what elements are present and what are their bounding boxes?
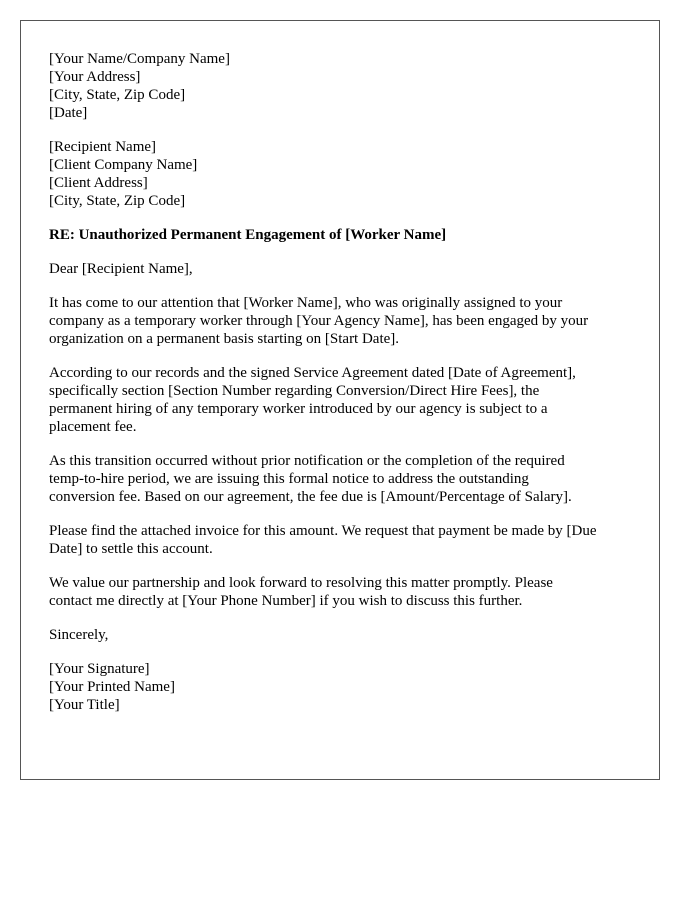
paragraph-line: contact me directly at [Your Phone Number] if you wish to discuss this further. — [49, 593, 523, 609]
sender-name: [Your Name/Company Name] — [49, 51, 230, 67]
recipient-name: [Recipient Name] — [49, 139, 157, 155]
paragraph-line: company as a temporary worker through [Your Agency Name], has been engaged by your — [49, 313, 589, 329]
paragraph-partnership — [49, 574, 649, 610]
sender-city-state-zip: [City, State, Zip Code] — [49, 87, 186, 103]
recipient-address-block — [49, 138, 649, 210]
paragraph-invoice — [49, 522, 649, 558]
paragraph-line: temp-to-hire period, we are issuing this formal notice to address the outstanding — [49, 471, 529, 487]
paragraph-line: We value our partnership and look forward to resolving this matter promptly. Please — [49, 575, 553, 591]
sender-address-block — [49, 50, 649, 122]
closing: Sincerely, — [49, 627, 109, 643]
signature-line: [Your Signature] — [49, 661, 150, 677]
paragraph-line: conversion fee. Based on our agreement, the fee due is [Amount/Percentage of Salary]. — [49, 489, 572, 505]
salutation: Dear [Recipient Name], — [49, 261, 193, 277]
sender-address: [Your Address] — [49, 69, 141, 85]
recipient-company: [Client Company Name] — [49, 157, 198, 173]
paragraph-line: It has come to our attention that [Worker Name], who was originally assigned to your — [49, 295, 563, 311]
paragraph-line: organization on a permanent basis starting on [Start Date]. — [49, 331, 400, 347]
paragraph-line: specifically section [Section Number regarding Conversion/Direct Hire Fees], the — [49, 383, 540, 399]
paragraph-line: Date] to settle this account. — [49, 541, 213, 557]
printed-name: [Your Printed Name] — [49, 679, 175, 695]
recipient-address: [Client Address] — [49, 175, 148, 191]
paragraph-line: permanent hiring of any temporary worker introduced by our agency is subject to a — [49, 401, 548, 417]
paragraph-agreement — [49, 364, 649, 436]
paragraph-fee-notice — [49, 452, 649, 506]
subject-line: RE: Unauthorized Permanent Engagement of [Worker Name] — [49, 227, 447, 243]
paragraph-line: placement fee. — [49, 419, 137, 435]
paragraph-line: According to our records and the signed Service Agreement dated [Date of Agreement], — [49, 365, 576, 381]
letter-date: [Date] — [49, 105, 88, 121]
paragraph-attention — [49, 294, 649, 348]
paragraph-line: As this transition occurred without prior notification or the completion of the required — [49, 453, 565, 469]
signature-block — [49, 660, 649, 714]
letter-page — [20, 20, 660, 780]
recipient-city-state-zip: [City, State, Zip Code] — [49, 193, 186, 209]
signer-title: [Your Title] — [49, 697, 120, 713]
paragraph-line: Please find the attached invoice for this amount. We request that payment be made by [Due — [49, 523, 597, 539]
letter-content — [49, 50, 649, 714]
